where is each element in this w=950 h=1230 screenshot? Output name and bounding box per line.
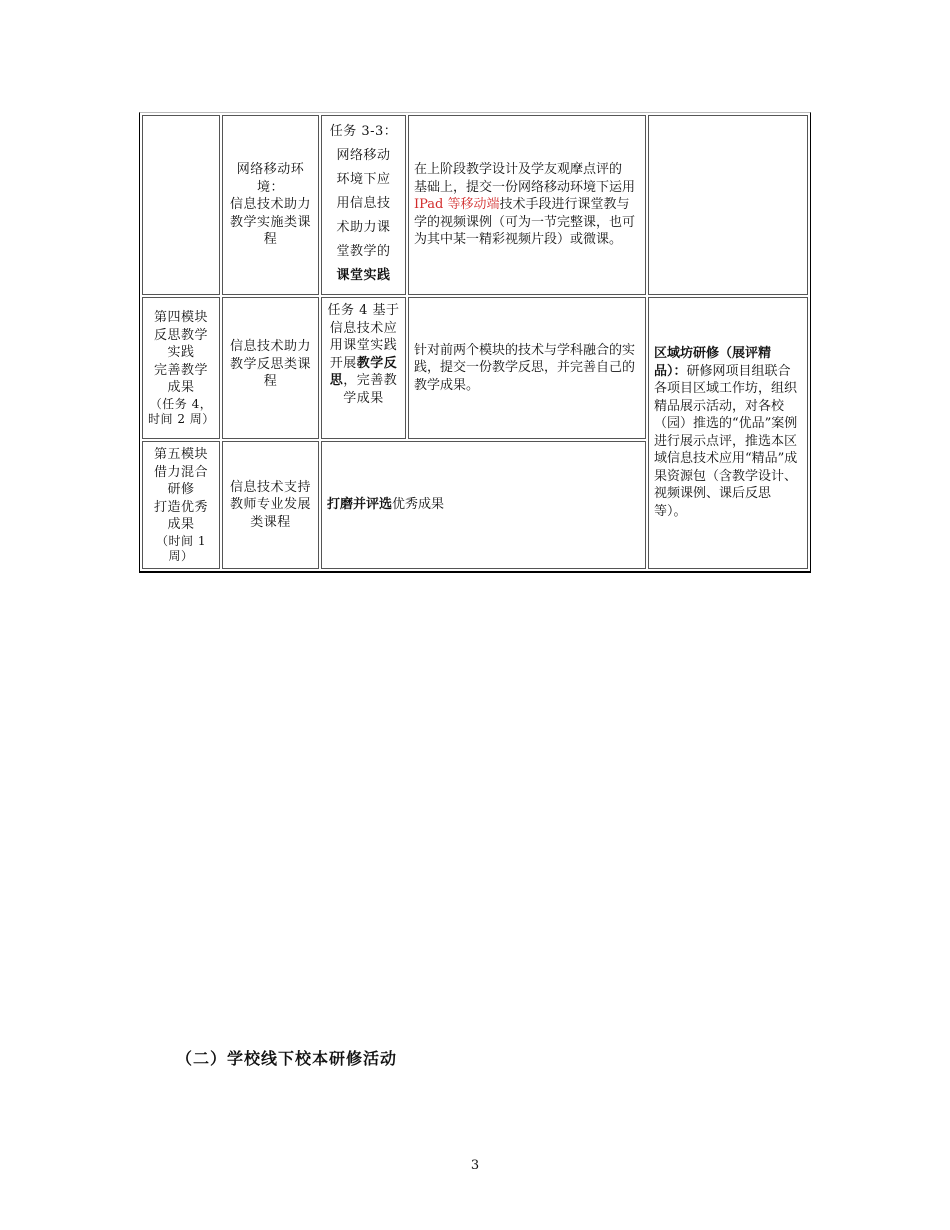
task-line: 任务 3-3： xyxy=(329,124,398,139)
table-row xyxy=(142,115,808,295)
highlight-text: IPad 等移动端 xyxy=(414,197,500,213)
task-line: 术助力课 xyxy=(336,220,391,235)
page-number: 3 xyxy=(470,1158,480,1173)
course-cell: 信息技术支持教师专业发展类课程 xyxy=(222,441,319,569)
description-line: 在上阶段教学设计及学友观摩点评的 xyxy=(414,162,623,178)
module-line: 第四模块 xyxy=(153,310,208,326)
module-cell xyxy=(142,297,220,439)
description-text: 技术手段进行课堂教与学的视频课例（可为一节完整课，也可为其中某一精彩视频片段）或微课。 xyxy=(414,197,636,248)
task-cell-merged xyxy=(321,441,646,569)
training-module-table xyxy=(139,112,811,573)
task-line: 环境下应 xyxy=(336,172,391,187)
note-bold-text: 区域坊研修（展评精品）： xyxy=(654,346,772,379)
course-line: 网络移动环境： xyxy=(236,162,305,195)
note-cell xyxy=(648,297,808,569)
description-cell xyxy=(408,115,646,295)
module-line: 反思教学实践 xyxy=(153,327,208,361)
course-cell: 信息技术助力教学反思类课程 xyxy=(222,297,319,439)
task-bold-text: 打磨并评选 xyxy=(327,497,393,512)
task-cell xyxy=(321,115,406,295)
table-row xyxy=(142,297,808,439)
course-cell xyxy=(222,115,319,295)
task-cell xyxy=(321,297,406,439)
task-line: 网络移动 xyxy=(336,148,391,163)
course-line: 信息技术助力教学实施类课程 xyxy=(229,197,311,248)
task-line: 堂教学的 xyxy=(336,244,391,259)
task-bold-text: 教学反思 xyxy=(329,355,398,388)
module-line: 借力混合研修 xyxy=(153,464,208,497)
section-heading: （二）学校线下校本研修活动 xyxy=(176,1049,398,1068)
module-duration: （任务 4，时间 2 周） xyxy=(148,396,215,426)
task-line: 用信息技 xyxy=(336,196,391,211)
task-bold-text: 课堂实践 xyxy=(336,268,391,283)
module-cell xyxy=(142,441,220,569)
note-text: 研修网项目组联合各项目区域工作坊，组织精品展示活动，对各校（园）推选的“优品”案例进行展示点评，推选本区域信息技术应用“精品”成果资源包（含教学设计、视频课例、课后反思等）。 xyxy=(654,363,798,519)
module-cell-empty xyxy=(142,115,220,295)
description-text: 基础上，提交一份网络移动环境下运用 xyxy=(414,179,636,195)
module-duration: （时间 1 周） xyxy=(156,533,206,563)
description-cell: 针对前两个模块的技术与学科融合的实践，提交一份教学反思，并完善自己的教学成果。 xyxy=(408,297,646,439)
module-line: 打造优秀成果 xyxy=(153,499,208,532)
note-cell-empty xyxy=(648,115,808,295)
task-text: 任务 4 基于信息技术应用课堂实践开展 xyxy=(327,303,400,371)
task-text: ，完善教学成果 xyxy=(343,373,398,406)
module-line: 第五模块 xyxy=(153,447,208,462)
module-line: 完善教学成果 xyxy=(153,362,208,396)
task-text: 优秀成果 xyxy=(392,497,445,512)
